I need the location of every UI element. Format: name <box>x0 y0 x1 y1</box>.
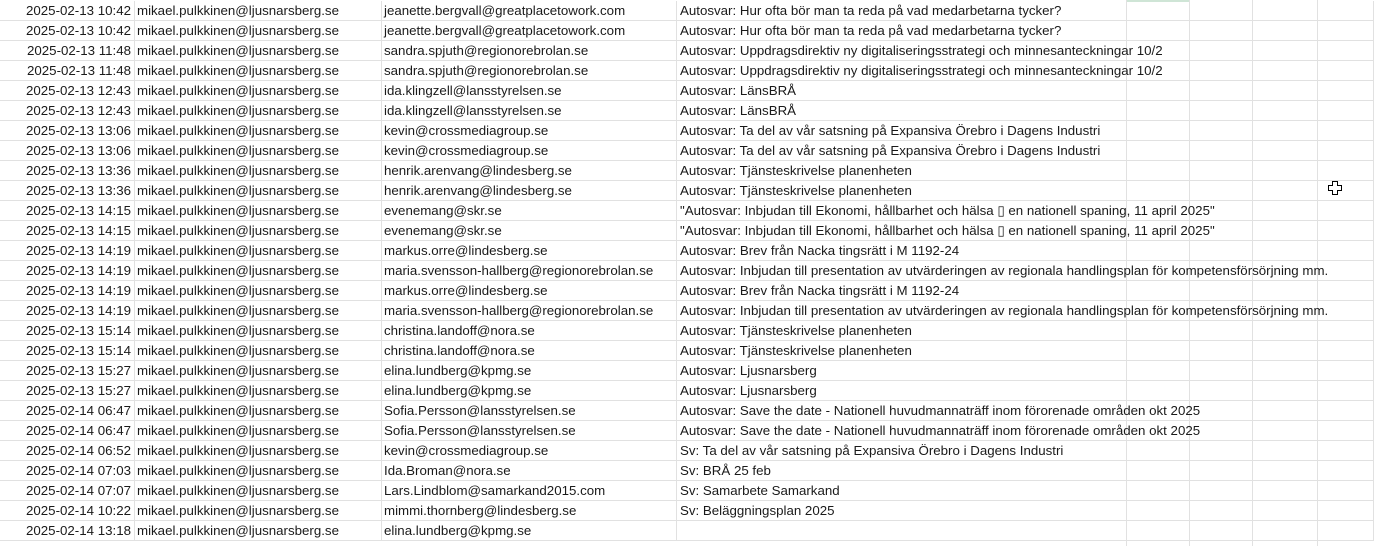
sender-cell[interactable]: mikael.pulkkinen@ljusnarsberg.se <box>135 141 382 161</box>
table-row <box>0 421 1374 441</box>
table-row <box>0 381 1374 401</box>
date-cell[interactable]: 2025-02-13 15:14 <box>0 321 135 341</box>
table-row <box>0 401 1374 421</box>
sender-cell[interactable]: mikael.pulkkinen@ljusnarsberg.se <box>135 181 382 201</box>
subject-cell[interactable]: Autosvar: Tjänsteskrivelse planenheten <box>677 321 1374 341</box>
recipient-cell[interactable]: christina.landoff@nora.se <box>382 321 677 341</box>
table-row <box>0 361 1374 381</box>
date-cell[interactable]: 2025-02-13 13:06 <box>0 141 135 161</box>
recipient-cell[interactable]: maria.svensson-hallberg@regionorebrolan.se <box>382 301 677 321</box>
table-row <box>0 301 1374 321</box>
sender-cell[interactable]: mikael.pulkkinen@ljusnarsberg.se <box>135 481 382 501</box>
subject-cell[interactable]: Sv: Samarbete Samarkand <box>677 481 1374 501</box>
table-row <box>0 201 1374 221</box>
subject-cell[interactable]: Autosvar: Save the date - Nationell huvudmannaträff inom förorenade områden okt 2025 <box>677 401 1374 421</box>
subject-cell[interactable]: Autosvar: Tjänsteskrivelse planenheten <box>677 161 1374 181</box>
recipient-cell[interactable]: elina.lundberg@kpmg.se <box>382 381 677 401</box>
recipient-cell[interactable]: evenemang@skr.se <box>382 201 677 221</box>
recipient-cell[interactable]: mimmi.thornberg@lindesberg.se <box>382 501 677 521</box>
table-row <box>0 41 1374 61</box>
sender-cell[interactable]: mikael.pulkkinen@ljusnarsberg.se <box>135 221 382 241</box>
date-cell[interactable]: 2025-02-13 14:15 <box>0 221 135 241</box>
sender-cell[interactable]: mikael.pulkkinen@ljusnarsberg.se <box>135 421 382 441</box>
subject-cell[interactable]: Autosvar: Brev från Nacka tingsrätt i M 1192-24 <box>677 281 1374 301</box>
date-cell[interactable]: 2025-02-13 11:48 <box>0 61 135 81</box>
recipient-cell[interactable]: henrik.arenvang@lindesberg.se <box>382 181 677 201</box>
sender-cell[interactable]: mikael.pulkkinen@ljusnarsberg.se <box>135 461 382 481</box>
table-row <box>0 141 1374 161</box>
recipient-cell[interactable]: markus.orre@lindesberg.se <box>382 281 677 301</box>
subject-cell[interactable]: Autosvar: Hur ofta bör man ta reda på vad medarbetarna tycker? <box>677 1 1374 21</box>
subject-cell[interactable]: Autosvar: Inbjudan till presentation av utvärderingen av regionala handlingsplan för kompetensförsörjning mm. <box>677 261 1374 281</box>
sender-cell[interactable]: mikael.pulkkinen@ljusnarsberg.se <box>135 61 382 81</box>
sender-cell[interactable]: mikael.pulkkinen@ljusnarsberg.se <box>135 441 382 461</box>
table-row <box>0 101 1374 121</box>
subject-cell[interactable]: Autosvar: Uppdragsdirektiv ny digitaliseringsstrategi och minnesanteckningar 10/2 <box>677 41 1374 61</box>
date-cell[interactable]: 2025-02-14 10:22 <box>0 501 135 521</box>
date-cell[interactable]: 2025-02-13 10:42 <box>0 1 135 21</box>
recipient-cell[interactable]: sandra.spjuth@regionorebrolan.se <box>382 41 677 61</box>
subject-cell[interactable]: "Autosvar: Inbjudan till Ekonomi, hållbarhet och hälsa ▯ en nationell spaning, 11 april 2025" <box>677 221 1374 241</box>
table-row <box>0 121 1374 141</box>
recipient-cell[interactable]: ida.klingzell@lansstyrelsen.se <box>382 101 677 121</box>
recipient-cell[interactable]: evenemang@skr.se <box>382 221 677 241</box>
date-cell[interactable]: 2025-02-13 12:43 <box>0 81 135 101</box>
date-cell[interactable]: 2025-02-13 14:19 <box>0 261 135 281</box>
recipient-cell[interactable]: jeanette.bergvall@greatplacetowork.com <box>382 21 677 41</box>
recipient-cell[interactable]: Ida.Broman@nora.se <box>382 461 677 481</box>
date-cell[interactable]: 2025-02-13 10:42 <box>0 21 135 41</box>
table-row <box>0 321 1374 341</box>
table-row <box>0 481 1374 501</box>
subject-cell[interactable]: Autosvar: Ta del av vår satsning på Expansiva Örebro i Dagens Industri <box>677 141 1374 161</box>
date-cell[interactable]: 2025-02-13 13:36 <box>0 181 135 201</box>
sender-cell[interactable]: mikael.pulkkinen@ljusnarsberg.se <box>135 261 382 281</box>
table-row <box>0 341 1374 361</box>
table-row <box>0 161 1374 181</box>
sender-cell[interactable]: mikael.pulkkinen@ljusnarsberg.se <box>135 201 382 221</box>
subject-cell[interactable]: Sv: BRÅ 25 feb <box>677 461 1374 481</box>
sender-cell[interactable]: mikael.pulkkinen@ljusnarsberg.se <box>135 121 382 141</box>
recipient-cell[interactable]: Sofia.Persson@lansstyrelsen.se <box>382 401 677 421</box>
table-row <box>0 261 1374 281</box>
subject-cell[interactable]: Autosvar: Ljusnarsberg <box>677 361 1374 381</box>
date-cell[interactable]: 2025-02-13 14:19 <box>0 281 135 301</box>
subject-cell[interactable]: Autosvar: Save the date - Nationell huvudmannaträff inom förorenade områden okt 2025 <box>677 421 1374 441</box>
sender-cell[interactable]: mikael.pulkkinen@ljusnarsberg.se <box>135 281 382 301</box>
date-cell[interactable]: 2025-02-14 06:47 <box>0 401 135 421</box>
recipient-cell[interactable]: kevin@crossmediagroup.se <box>382 141 677 161</box>
subject-cell[interactable]: Autosvar: Uppdragsdirektiv ny digitaliseringsstrategi och minnesanteckningar 10/2 <box>677 61 1374 81</box>
sender-cell[interactable]: mikael.pulkkinen@ljusnarsberg.se <box>135 321 382 341</box>
table-row <box>0 1 1374 21</box>
table-row <box>0 501 1374 521</box>
date-cell[interactable]: 2025-02-14 13:18 <box>0 521 135 541</box>
date-cell[interactable]: 2025-02-14 06:52 <box>0 441 135 461</box>
date-cell[interactable]: 2025-02-13 15:27 <box>0 381 135 401</box>
table-row <box>0 241 1374 261</box>
subject-cell[interactable]: Sv: Beläggningsplan 2025 <box>677 501 1374 521</box>
table-row <box>0 441 1374 461</box>
sender-cell[interactable]: mikael.pulkkinen@ljusnarsberg.se <box>135 401 382 421</box>
date-cell[interactable]: 2025-02-13 15:27 <box>0 361 135 381</box>
date-cell[interactable]: 2025-02-13 15:14 <box>0 341 135 361</box>
date-cell[interactable]: 2025-02-13 14:15 <box>0 201 135 221</box>
sender-cell[interactable]: mikael.pulkkinen@ljusnarsberg.se <box>135 341 382 361</box>
subject-cell[interactable]: Autosvar: Brev från Nacka tingsrätt i M 1192-24 <box>677 241 1374 261</box>
subject-cell[interactable]: Autosvar: Inbjudan till presentation av utvärderingen av regionala handlingsplan för kompetensförsörjning mm. <box>677 301 1374 321</box>
table-row <box>0 221 1374 241</box>
table-row <box>0 181 1374 201</box>
recipient-cell[interactable]: christina.landoff@nora.se <box>382 341 677 361</box>
date-cell[interactable]: 2025-02-14 07:07 <box>0 481 135 501</box>
recipient-cell[interactable]: elina.lundberg@kpmg.se <box>382 361 677 381</box>
table-row <box>0 461 1374 481</box>
sender-cell[interactable]: mikael.pulkkinen@ljusnarsberg.se <box>135 381 382 401</box>
sender-cell[interactable]: mikael.pulkkinen@ljusnarsberg.se <box>135 501 382 521</box>
date-cell[interactable]: 2025-02-13 14:19 <box>0 301 135 321</box>
recipient-cell[interactable]: maria.svensson-hallberg@regionorebrolan.se <box>382 261 677 281</box>
sender-cell[interactable]: mikael.pulkkinen@ljusnarsberg.se <box>135 241 382 261</box>
date-cell[interactable]: 2025-02-13 13:06 <box>0 121 135 141</box>
sender-cell[interactable]: mikael.pulkkinen@ljusnarsberg.se <box>135 81 382 101</box>
date-cell[interactable]: 2025-02-13 13:36 <box>0 161 135 181</box>
recipient-cell[interactable]: elina.lundberg@kpmg.se <box>382 521 677 541</box>
table-row <box>0 81 1374 101</box>
sender-cell[interactable]: mikael.pulkkinen@ljusnarsberg.se <box>135 101 382 121</box>
subject-cell[interactable]: Autosvar: LänsBRÅ <box>677 101 1374 121</box>
sender-cell[interactable]: mikael.pulkkinen@ljusnarsberg.se <box>135 1 382 21</box>
recipient-cell[interactable]: sandra.spjuth@regionorebrolan.se <box>382 61 677 81</box>
table-row <box>0 61 1374 81</box>
recipient-cell[interactable]: kevin@crossmediagroup.se <box>382 441 677 461</box>
sender-cell[interactable]: mikael.pulkkinen@ljusnarsberg.se <box>135 521 382 541</box>
subject-cell[interactable]: Autosvar: Ljusnarsberg <box>677 381 1374 401</box>
recipient-cell[interactable]: markus.orre@lindesberg.se <box>382 241 677 261</box>
date-cell[interactable]: 2025-02-13 12:43 <box>0 101 135 121</box>
date-cell[interactable]: 2025-02-13 14:19 <box>0 241 135 261</box>
sender-cell[interactable]: mikael.pulkkinen@ljusnarsberg.se <box>135 301 382 321</box>
date-cell[interactable]: 2025-02-13 11:48 <box>0 41 135 61</box>
subject-cell[interactable]: "Autosvar: Inbjudan till Ekonomi, hållbarhet och hälsa ▯ en nationell spaning, 11 april 2025" <box>677 201 1374 221</box>
cell-select-cross-icon <box>1327 180 1343 196</box>
sender-cell[interactable]: mikael.pulkkinen@ljusnarsberg.se <box>135 41 382 61</box>
table-row <box>0 21 1374 41</box>
recipient-cell[interactable]: ida.klingzell@lansstyrelsen.se <box>382 81 677 101</box>
recipient-cell[interactable]: jeanette.bergvall@greatplacetowork.com <box>382 1 677 21</box>
subject-cell[interactable]: Autosvar: Ta del av vår satsning på Expansiva Örebro i Dagens Industri <box>677 121 1374 141</box>
subject-cell[interactable]: Autosvar: Tjänsteskrivelse planenheten <box>677 341 1374 361</box>
sender-cell[interactable]: mikael.pulkkinen@ljusnarsberg.se <box>135 161 382 181</box>
sender-cell[interactable]: mikael.pulkkinen@ljusnarsberg.se <box>135 21 382 41</box>
recipient-cell[interactable]: Lars.Lindblom@samarkand2015.com <box>382 481 677 501</box>
table-row <box>0 521 1374 541</box>
sender-cell[interactable]: mikael.pulkkinen@ljusnarsberg.se <box>135 361 382 381</box>
recipient-cell[interactable]: henrik.arenvang@lindesberg.se <box>382 161 677 181</box>
subject-cell[interactable]: Autosvar: LänsBRÅ <box>677 81 1374 101</box>
subject-cell[interactable]: Autosvar: Hur ofta bör man ta reda på vad medarbetarna tycker? <box>677 21 1374 41</box>
table-row <box>0 281 1374 301</box>
subject-cell[interactable]: Sv: Ta del av vår satsning på Expansiva Örebro i Dagens Industri <box>677 441 1374 461</box>
date-cell[interactable]: 2025-02-14 06:47 <box>0 421 135 441</box>
subject-cell[interactable] <box>677 521 1374 541</box>
recipient-cell[interactable]: kevin@crossmediagroup.se <box>382 121 677 141</box>
date-cell[interactable]: 2025-02-14 07:03 <box>0 461 135 481</box>
recipient-cell[interactable]: Sofia.Persson@lansstyrelsen.se <box>382 421 677 441</box>
subject-cell[interactable]: Autosvar: Tjänsteskrivelse planenheten <box>677 181 1374 201</box>
